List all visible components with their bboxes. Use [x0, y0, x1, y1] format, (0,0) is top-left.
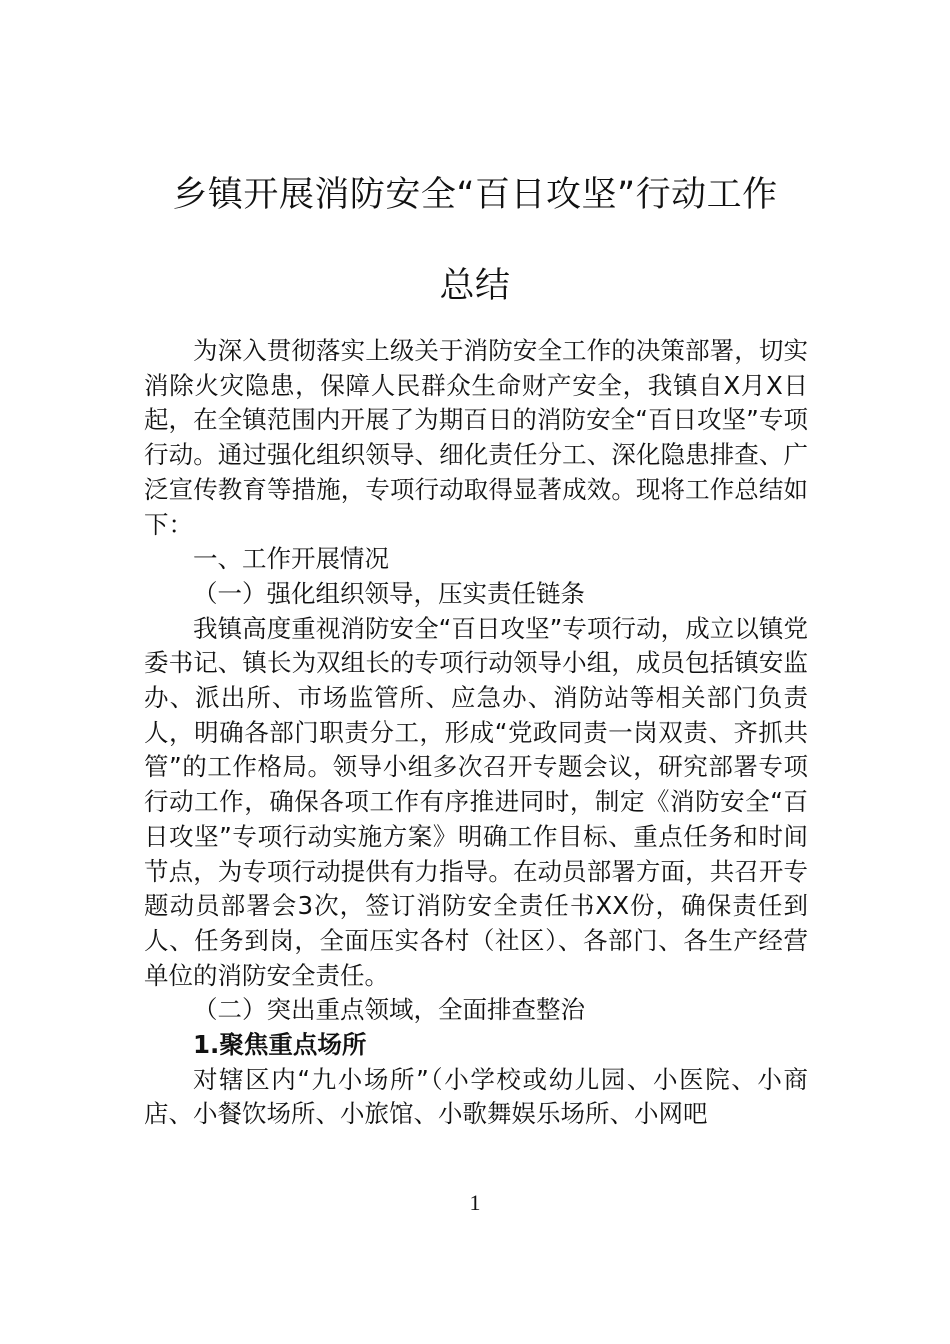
subsection-heading-1: （一）强化组织领导，压实责任链条: [193, 578, 585, 608]
intro-paragraph: 为深入贯彻落实上级关于消防安全工作的决策部署，切实消除火灾隐患，保障人民群众生命财产安全，我镇自X月X日起，在全镇范围内开展了为期百日的消防安全“百日攻坚”专项行动。通过强化组织领导、细化责任分工、深化隐患排查、广泛宣传教育等措施，专项行动取得显著成效。现将工作总结如下：: [144, 336, 808, 539]
key-places-paragraph: 对辖区内“九小场所”（小学校或幼儿园、小医院、小商店、小餐饮场所、小旅馆、小歌舞娱乐场所、小网吧: [144, 1064, 808, 1129]
document-title: [140, 150, 810, 332]
document-body: [144, 334, 808, 1132]
title-line-2: 总结: [439, 266, 511, 306]
organization-paragraph: 我镇高度重视消防安全“百日攻坚”专项行动，成立以镇党委书记、镇长为双组长的专项行动领导小组，成员包括镇安监办、派出所、市场监管所、应急办、消防站等相关部门负责人，明确各部门职责分工，形成“党政同责一岗双责、齐抓共管”的工作格局。领导小组多次召开专题会议，研究部署专项行动工作，确保各项工作有序推进同时，制定《消防安全“百日攻坚”专项行动实施方案》明确工作目标、重点任务和时间节点，为专项行动提供有力指导。在动员部署方面，共召开专题动员部署会3次，签订消防安全责任书XX份，确保责任到人、任务到岗，全面压实各村（社区）、各部门、各生产经营单位的消防安全责任。: [144, 613, 808, 990]
page-number: 1: [469, 1190, 481, 1215]
section-heading-1: 一、工作开展情况: [193, 544, 389, 574]
title-line-1: 乡镇开展消防安全“百日攻坚”行动工作: [172, 175, 778, 215]
point-heading-1: 1.聚焦重点场所: [193, 1030, 367, 1060]
subsection-heading-2: （二）突出重点领域，全面排查整治: [193, 995, 585, 1025]
